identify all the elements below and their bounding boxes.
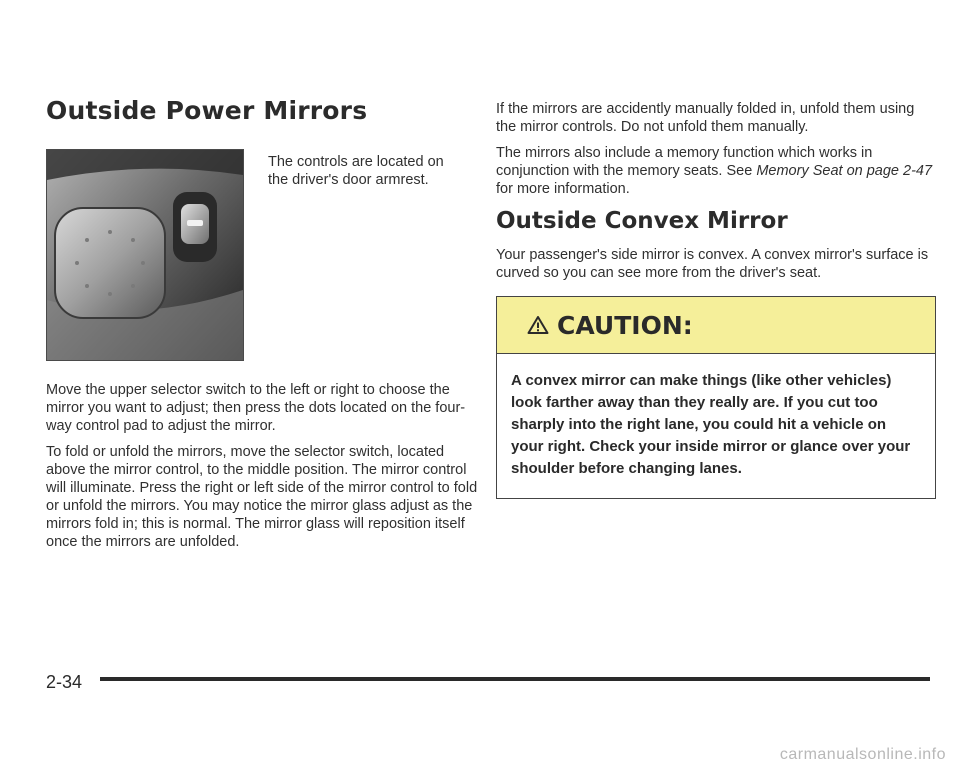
page-footer	[46, 672, 930, 693]
paragraph-fold-unfold: To fold or unfold the mirrors, move the selector switch, located above the mirror control, to the middle position. The mirror control will illuminate. Press the right or left side of the mirror control to fold or unfold the mirrors. You may notice the mirror glass adjust as the mirrors fold in; this is normal. The mirror glass will reposition itself once the mirrors are unfolded.	[46, 444, 478, 550]
paragraph-memory-function	[496, 144, 936, 198]
memory-text-post: for more information.	[496, 181, 630, 197]
paragraph-selector-switch: Move the upper selector switch to the left or right to choose the mirror you want to adjust; then press the dots located on the four-way control pad to adjust the mirror.	[46, 382, 466, 434]
memory-seat-reference: Memory Seat on page 2-47	[756, 163, 933, 179]
mirror-control-photo	[46, 149, 244, 361]
right-column	[496, 100, 936, 499]
paragraph-convex-description: Your passenger's side mirror is convex. A convex mirror's surface is curved so you can see more from the driver's seat.	[496, 247, 929, 281]
section-title-power-mirrors: Outside Power Mirrors	[46, 96, 368, 125]
intro-row	[46, 149, 478, 361]
memory-text-pre: The mirrors also include a memory function which works in conjunction with the memory seats. See	[496, 145, 873, 179]
caution-body: A convex mirror can make things (like other vehicles) look farther away than they really are. If you cut too sharply into the right lane, you could hit a vehicle on your right. Check your inside mirror or glance over your shoulder before changing lanes.	[511, 372, 911, 477]
footer-rule	[100, 677, 930, 681]
intro-text-block	[268, 153, 463, 361]
warning-triangle-icon	[527, 315, 549, 335]
watermark: carmanualsonline.info	[779, 746, 946, 763]
section-title-convex-mirror: Outside Convex Mirror	[496, 208, 788, 234]
caution-header	[497, 297, 935, 354]
left-column	[46, 96, 478, 559]
caution-box	[496, 296, 936, 499]
caution-title: CAUTION:	[557, 310, 693, 340]
paragraph-accidental-fold: If the mirrors are accidently manually folded in, unfold them using the mirror controls. Do not unfold them manually.	[496, 101, 915, 135]
page-number: 2-34	[46, 672, 83, 692]
left-body	[46, 381, 478, 551]
intro-paragraph: The controls are located on the driver's door armrest.	[268, 154, 444, 188]
caution-title-row	[527, 311, 693, 340]
